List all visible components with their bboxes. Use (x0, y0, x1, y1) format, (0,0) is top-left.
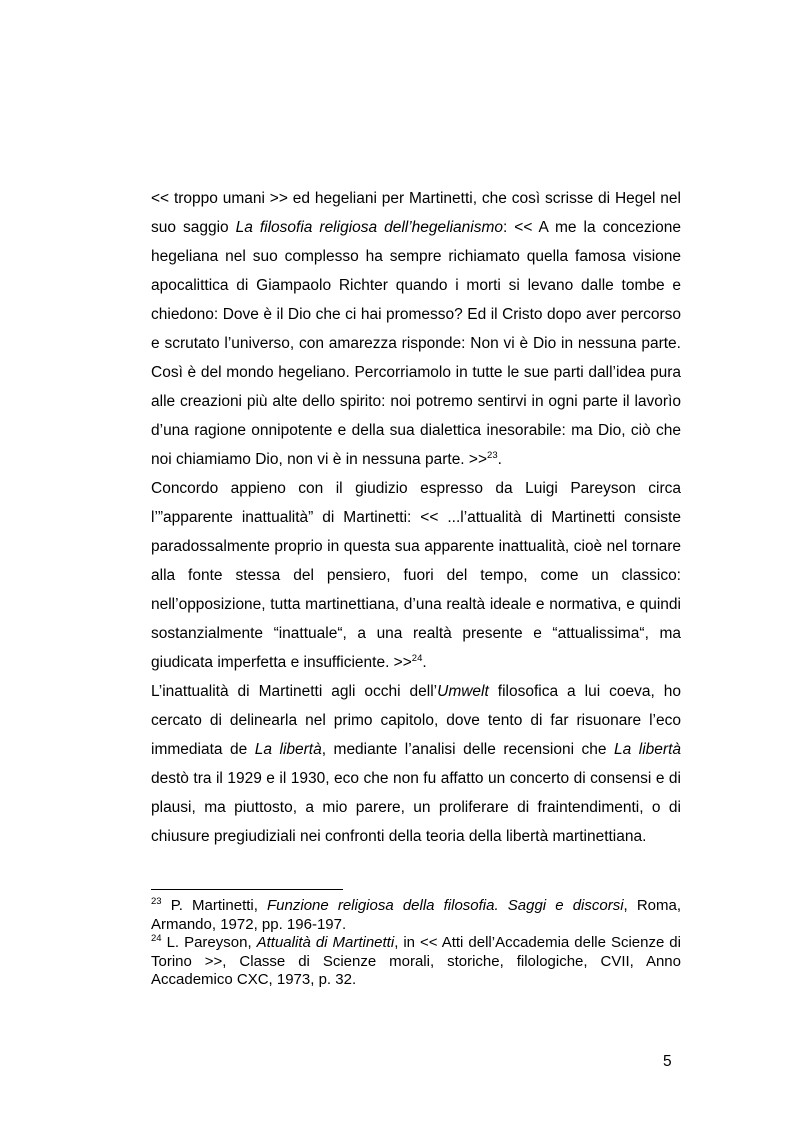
book-title-italic: Attualità di Martinetti (256, 934, 395, 951)
text-segment: L. Pareyson, (161, 934, 257, 951)
text-segment: << troppo umani >> ed hegeliani per Martinetti, che così scrisse di Hegel nel suo saggio (151, 190, 681, 236)
book-title-italic: La libertà (254, 741, 322, 758)
footnote-number: 23 (151, 896, 162, 907)
text-segment: , Roma, Armando, 1972, pp. 196-197. (151, 897, 682, 933)
page-number: 5 (663, 1053, 672, 1070)
text-segment: filosofica a lui coeva, ho cercato di delinearla nel primo capitolo, dove tento di far risuonare l’eco immediata de (151, 683, 682, 758)
footnote-number: 24 (151, 933, 162, 944)
book-title-italic: Funzione religiosa della filosofia. Saggi e discorsi (267, 897, 624, 914)
footnote-separator (151, 889, 343, 890)
footnote-ref-24[interactable]: 24 (411, 652, 423, 664)
text-segment: destò tra il 1929 e il 1930, eco che non fu affatto un concerto di consensi e di plausi, ma piuttosto, a mio parere, un proliferare di fraintendimenti, o di chiusure pregiudiziali nei confronti della teoria della libertà martinettiana. (151, 770, 681, 845)
paragraph-inattualita (151, 677, 681, 851)
text-segment: . (422, 654, 427, 671)
paragraph-pareyson (151, 474, 681, 677)
text-segment: , mediante l’analisi delle recensioni che (321, 741, 615, 758)
text-segment: P. Martinetti, (161, 897, 268, 914)
text-segment: , in << Atti dell’Accademia delle Scienze di Torino >>, Classe di Scienze morali, storiche, filologiche, CVII, Anno Accademico CXC, 1973, p. 32. (151, 934, 681, 988)
term-italic: Umwelt (437, 683, 489, 700)
text-segment: Concordo appieno con il giudizio espresso da Luigi Pareyson circa l’”apparente inattualità” di Martinetti: << ...l’attualità di Martinetti consiste paradossalmente proprio in questa sua apparente inattualità, cioè nel tornare alla fonte stessa del pensiero, fuori del tempo, come un classico: nell’opposizione, tutta martinettiana, d’una realtà ideale e normativa, e quindi sostanzialmente “inattuale“, a una realtà presente e “attualissima“, ma giudicata imperfetta e insufficiente. >> (151, 480, 681, 671)
footnote-ref-23[interactable]: 23 (487, 449, 498, 461)
paragraph-hegel-quote (151, 184, 681, 474)
text-segment: : << A me la concezione hegeliana nel suo complesso ha sempre richiamato quella famosa visione apocalittica di Giampaolo Richter quando i morti si levano dalle tombe e chiedono: Dove è il Dio che ci hai promesso? Ed il Cristo dopo aver percorso e scrutato l’universo, con amarezza risponde: Non vi è Dio in nessuna parte. Così è del mondo hegeliano. Percorriamolo in tutte le sue parti dall’idea pura alle creazioni più alte dello spirito: noi potremo sentirvi in ogni parte il lavorìo d’una ragione onnipotente e della sua dialettica inesorabile: ma Dio, ciò che noi chiamiamo Dio, non vi è in nessuna parte. >> (151, 219, 681, 468)
main-text (151, 184, 681, 851)
footnote-23 (151, 897, 681, 934)
book-title-italic: La filosofia religiosa dell’hegelianismo (235, 219, 504, 236)
footnotes (151, 897, 681, 990)
footnote-24 (151, 934, 681, 990)
book-title-italic: La libertà (614, 741, 681, 758)
text-segment: . (497, 451, 502, 468)
text-segment: L’inattualità di Martinetti agli occhi dell’ (151, 683, 438, 700)
